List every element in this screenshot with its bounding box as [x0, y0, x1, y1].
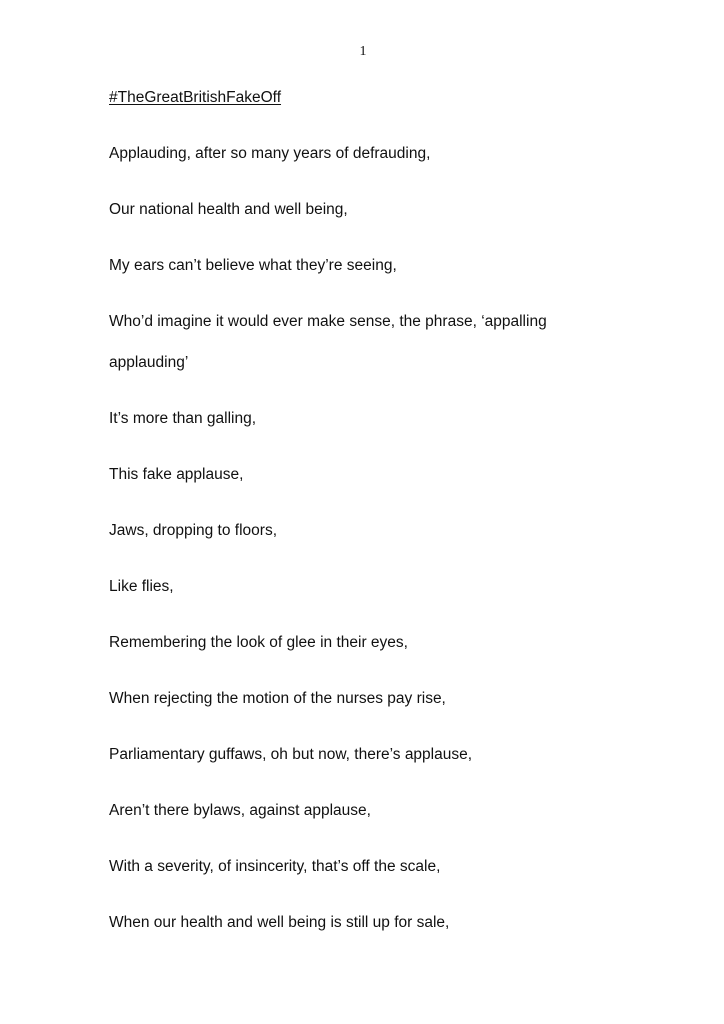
- poem-line: My ears can’t believe what they’re seeing,: [109, 257, 397, 274]
- poem-line: It’s more than galling,: [109, 410, 257, 427]
- page-number: 1: [359, 44, 367, 59]
- poem-line: Our national health and well being,: [109, 201, 348, 218]
- poem-line: Applauding, after so many years of defrauding,: [109, 145, 431, 162]
- poem-line: Like flies,: [109, 578, 174, 595]
- poem-line: This fake applause,: [109, 466, 244, 483]
- poem-line: Remembering the look of glee in their eyes,: [109, 634, 408, 651]
- poem-line: Who’d imagine it would ever make sense, the phrase, ‘appalling: [109, 313, 547, 330]
- poem-line: When rejecting the motion of the nurses pay rise,: [109, 690, 446, 707]
- poem-line: When our health and well being is still up for sale,: [109, 914, 450, 931]
- poem-line: Jaws, dropping to floors,: [109, 522, 278, 539]
- poem-title: #TheGreatBritishFakeOff: [109, 89, 282, 106]
- poem-line: Aren’t there bylaws, against applause,: [109, 802, 371, 819]
- poem-line: Parliamentary guffaws, oh but now, there’s applause,: [109, 746, 473, 763]
- poem-line: applauding’: [109, 354, 189, 371]
- poem-line: With a severity, of insincerity, that’s off the scale,: [109, 858, 441, 875]
